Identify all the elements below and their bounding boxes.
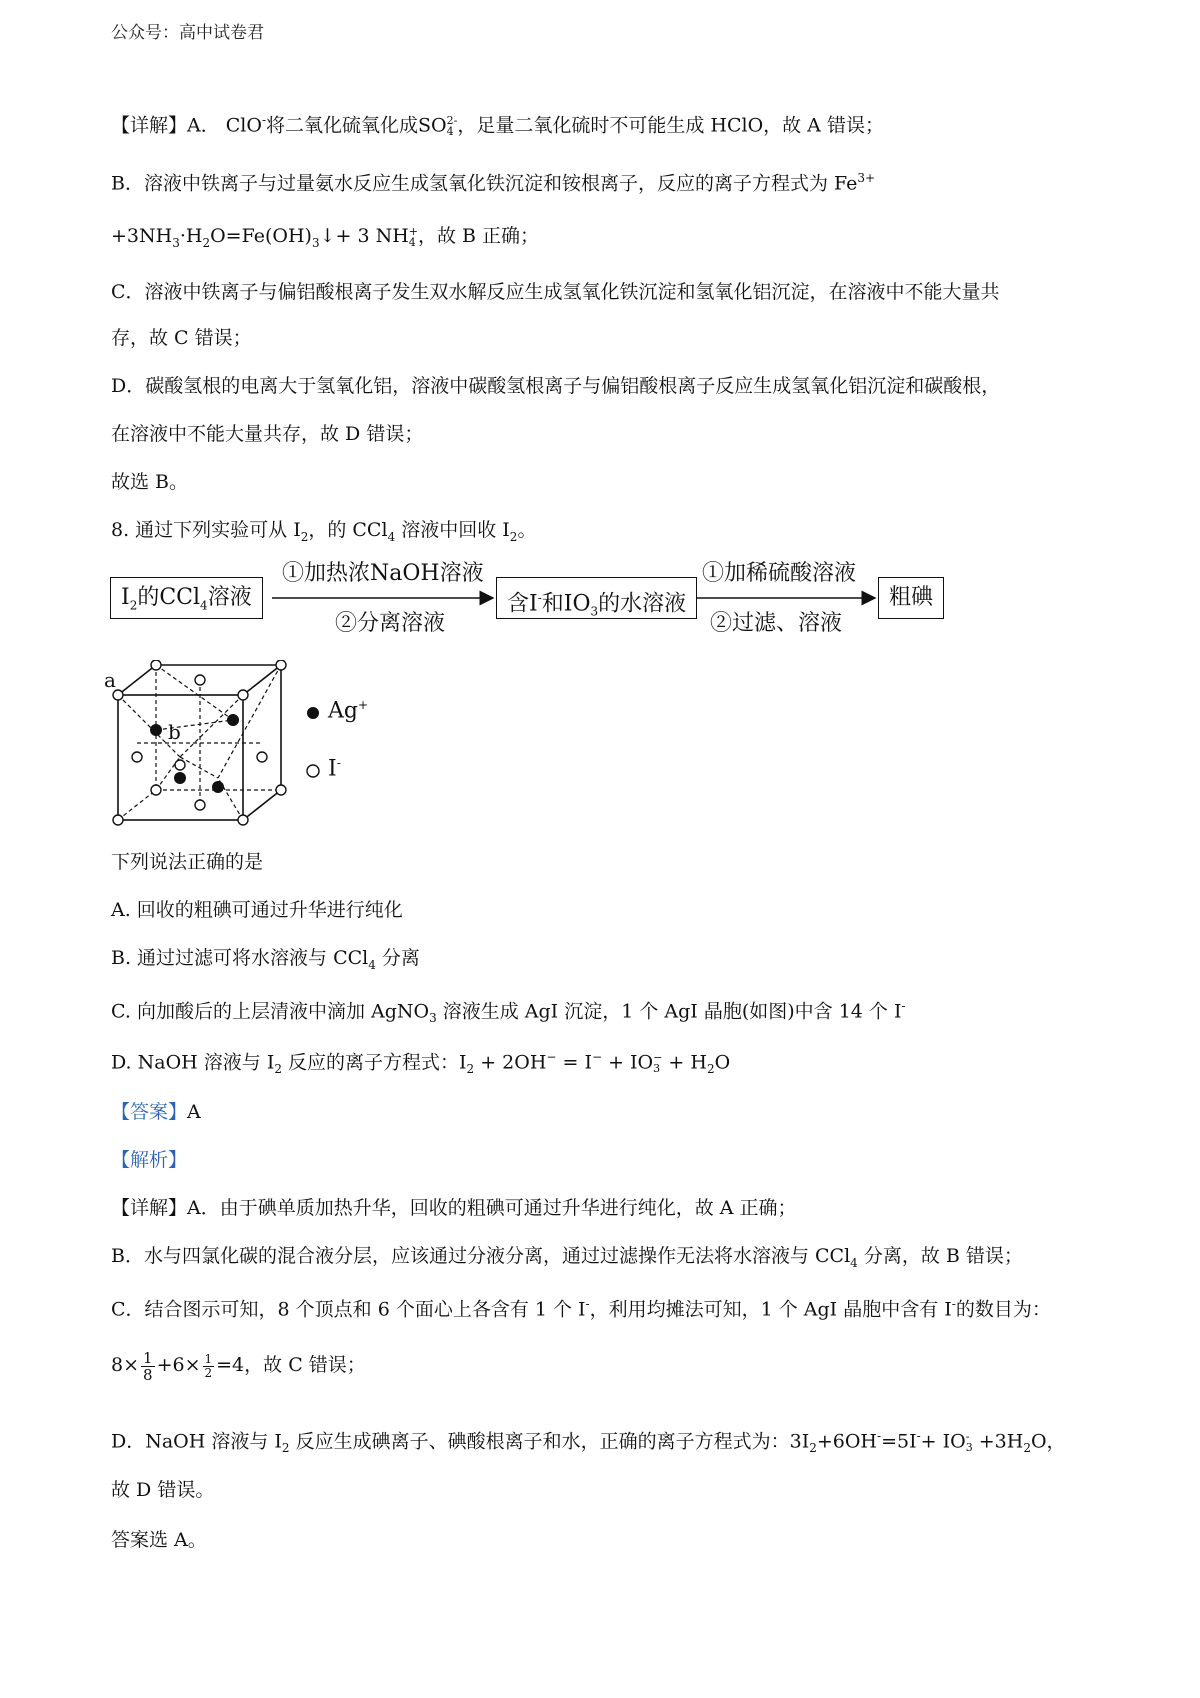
unit-cell-svg (108, 660, 408, 830)
detail-d-cont: 故 D 错误。 (111, 1479, 215, 1501)
detail-line-1: 【详解】A． ClO-将二氧化硫氧化成SO 2- 4 ，足量二氧化硫时不可能生成 HClO，故 A 错误； (111, 113, 884, 139)
label-b: b (168, 720, 181, 744)
label-a: a (104, 668, 116, 692)
fraction-1-2: $\frac{1}{2}$ (204, 1351, 213, 1380)
flow-box-end: 粗碘 (878, 577, 944, 619)
flow-box-middle: 含I-和$IO_3$的水溶液 (496, 577, 697, 619)
option-c: C. 向加酸后的上层清液中滴加 AgNO$_3$ 溶液生成 AgI 沉淀，1 个 AgI 晶胞(如图)中含 14 个 I- (111, 999, 906, 1026)
legend-ag-dot (307, 707, 319, 719)
option-b: B. 通过过滤可将水溶液与 CCl$_4$ 分离 (111, 947, 420, 972)
agi-unit-cell-figure (104, 660, 408, 830)
legend-i-dot (307, 765, 319, 777)
arrow-1-bottom-label: ②分离溶液 (335, 611, 446, 636)
final-answer: 答案选 A。 (111, 1529, 207, 1551)
page-header: 公众号：高中试卷君 (111, 23, 264, 43)
question-stem: 下列说法正确的是 (111, 851, 264, 873)
legend-ag-label: Ag+ (328, 698, 369, 724)
analysis-label: 【解析】 (111, 1149, 188, 1171)
question-8-stem: 8. 通过下列实验可从 $I_2$，的 CCl$_4$ 溶液中回收 $I_2$。 (111, 519, 537, 544)
detail-line-6: D．碳酸氢根的电离大于氢氧化铝，溶液中碳酸氢根离子与偏铝酸根离子反应生成氢氧化铝沉淀和碳酸根， (111, 375, 1001, 397)
flow-box-start: $I_2$的CCl$_4$溶液 (110, 577, 263, 619)
detail-line-4: C．溶液中铁离子与偏铝酸根离子发生双水解反应生成氢氧化铁沉淀和氢氧化铝沉淀，在溶液中不能大量共 (111, 281, 1000, 303)
detail-d: D．NaOH 溶液与 $I_2$ 反应生成碘离子、碘酸根离子和水，正确的离子方程式为：$3I_2+6OH^-=5I^-+$ IO - 3 $+3H_2O$， (111, 1429, 1066, 1456)
arrow-2-bottom-label: ②过滤、溶液 (710, 611, 843, 636)
option-a: A. 回收的粗碘可通过升华进行纯化 (111, 899, 403, 921)
detail-line-2: B．溶液中铁离子与过量氨水反应生成氢氧化铁沉淀和铵根离子，反应的离子方程式为 $Fe^{3+}$ (111, 171, 876, 195)
option-d: D. NaOH 溶液与 $I_2$ 反应的离子方程式：$I_2 + 2OH^- = I^-$ + IO − 3 + $H_2O$ (111, 1050, 731, 1077)
legend-i-label: I- (328, 756, 341, 782)
detail-line-7: 在溶液中不能大量共存，故 D 错误； (111, 423, 424, 445)
fraction-1-8: $\frac{1}{8}$ (143, 1348, 153, 1384)
detail-line-3: $+3NH_3\cdot H_2O=Fe(OH)_3↓+ 3$ NH + 4 ，故 B 正确； (111, 225, 540, 250)
answer-line: 【答案】A (111, 1101, 201, 1123)
detail-c-formula: 8× $\frac{1}{8}$ +6× $\frac{1}{2}$ =4，故 C 错误； (111, 1348, 366, 1384)
detail-line-8: 故选 B。 (111, 471, 189, 493)
arrow-1-top-label: ①加热浓NaOH溶液 (282, 561, 484, 586)
process-flow-diagram (110, 562, 990, 642)
detail-a: 【详解】A．由于碘单质加热升华，回收的粗碘可通过升华进行纯化，故 A 正确； (111, 1197, 797, 1219)
detail-b: B．水与四氯化碳的混合液分层，应该通过分液分离，通过过滤操作无法将水溶液与 CCl$_4$ 分离，故 B 错误； (111, 1245, 1023, 1270)
arrow-2-top-label: ①加稀硫酸溶液 (702, 561, 857, 586)
detail-c: C．结合图示可知，8 个顶点和 6 个面心上各含有 1 个 I-，利用均摊法可知，1 个 AgI 晶胞中含有 I-的数目为： (111, 1297, 1051, 1321)
detail-line-5: 存，故 C 错误； (111, 327, 252, 349)
